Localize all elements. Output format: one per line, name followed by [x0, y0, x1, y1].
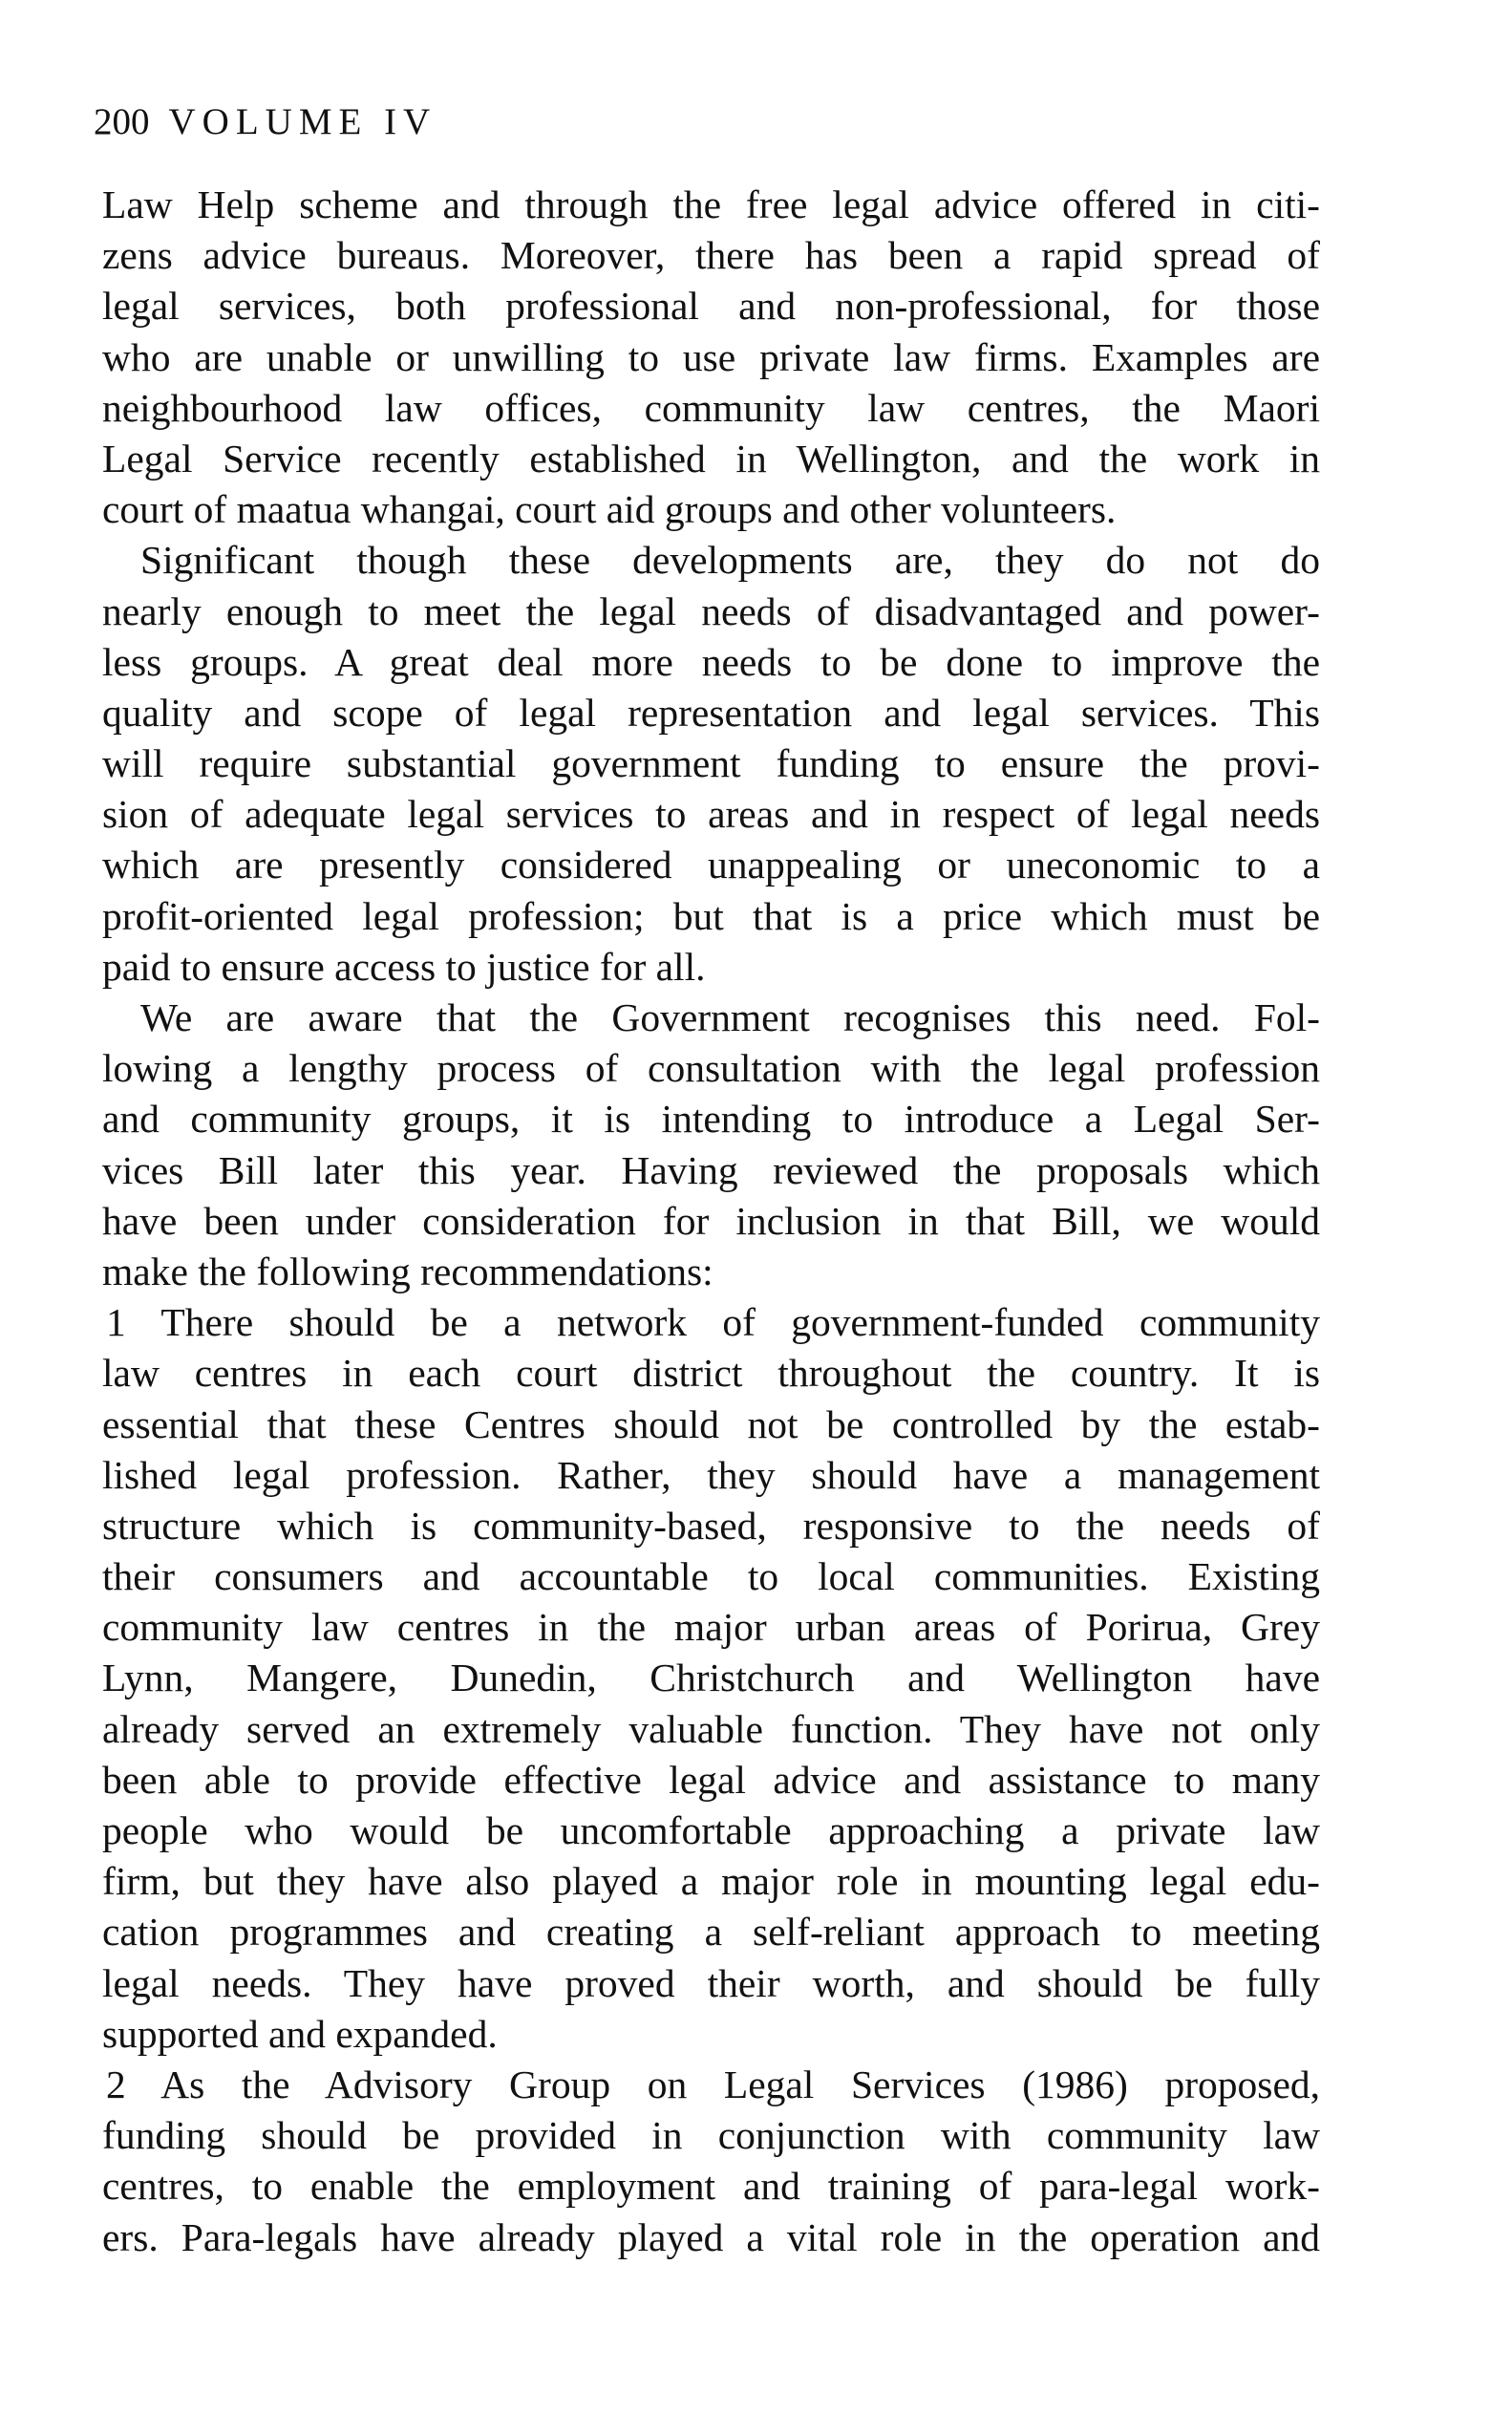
text-line: been able to provide effective legal advice and assistance to many [102, 1757, 1320, 1802]
text-line: Legal Service recently established in Wellington, and the work in [102, 436, 1320, 481]
text-line: Law Help scheme and through the free legal advice offered in citi- [102, 182, 1320, 226]
paragraph-significant [102, 535, 1320, 993]
text-line: paid to ensure access to justice for all. [102, 944, 706, 989]
text-line: Lynn, Mangere, Dunedin, Christchurch and Wellington have [102, 1656, 1320, 1700]
text-line: who are unable or unwilling to use private law firms. Examples are [102, 334, 1320, 379]
page-number: 200 [94, 101, 150, 142]
text-line: funding should be provided in conjunction with community law [102, 2113, 1320, 2158]
text-line: zens advice bureaus. Moreover, there has been a rapid spread of [102, 233, 1320, 278]
text-line: make the following recommendations: [102, 1249, 713, 1293]
text-line: centres, to enable the employment and training of para-legal work- [102, 2164, 1320, 2209]
text-line: supported and expanded. [102, 2011, 498, 2056]
recommendation-2 [102, 2060, 1320, 2263]
text-line: cation programmes and creating a self-reliant approach to meeting [102, 1910, 1320, 1955]
text-line: We are aware that the Government recognises this need. Fol- [140, 995, 1320, 1039]
text-line: vices Bill later this year. Having reviewed the proposals which [102, 1147, 1320, 1192]
text-line: people who would be uncomfortable approaching a private law [102, 1808, 1320, 1852]
text-line: and community groups, it is intending to introduce a Legal Ser- [102, 1097, 1320, 1142]
text-line: law centres in each court district throughout the country. It is [102, 1351, 1320, 1396]
text-line: have been under consideration for inclusion in that Bill, we would [102, 1198, 1320, 1243]
text-line: neighbourhood law offices, community law centres, the Maori [102, 385, 1320, 430]
text-line: firm, but they have also played a major role in mounting legal edu- [102, 1859, 1320, 1904]
text-line: Significant though these developments are, they do not do [140, 538, 1320, 583]
text-line: nearly enough to meet the legal needs of disadvantaged and power- [102, 588, 1320, 633]
text-line: their consumers and accountable to local communities. Existing [102, 1554, 1320, 1599]
text-line: court of maatua whangai, court aid groups and other volunteers. [102, 487, 1117, 532]
text-line: already served an extremely valuable function. They have not only [102, 1706, 1320, 1751]
text-line: structure which is community-based, responsive to the needs of [102, 1503, 1320, 1548]
text-line: community law centres in the major urban areas of Porirua, Grey [102, 1605, 1320, 1650]
body-text [102, 180, 1320, 2263]
recommendation-1 [102, 1297, 1320, 2060]
text-line: lished legal profession. Rather, they should have a management [102, 1452, 1320, 1497]
text-line: less groups. A great deal more needs to be done to improve the [102, 639, 1320, 684]
text-line: quality and scope of legal representation and legal services. This [102, 690, 1320, 735]
running-head [94, 103, 437, 140]
text-line: will require substantial government funding to ensure the provi- [102, 741, 1320, 786]
text-line: sion of adequate legal services to areas and in respect of legal needs [102, 792, 1320, 837]
text-line: lowing a lengthy process of consultation with the legal profession [102, 1046, 1320, 1091]
text-line: legal services, both professional and non-professional, for those [102, 284, 1320, 329]
paragraph-aware [102, 993, 1320, 1297]
text-line: 2 As the Advisory Group on Legal Services (1986) proposed, [106, 2062, 1320, 2106]
text-line: essential that these Centres should not be controlled by the estab- [102, 1401, 1320, 1446]
text-line: legal needs. They have proved their worth, and should be fully [102, 1960, 1320, 2005]
text-line: which are presently considered unappealing or uneconomic to a [102, 843, 1320, 887]
text-line: profit-oriented legal profession; but that is a price which must be [102, 893, 1320, 938]
text-line: ers. Para-legals have already played a vital role in the operation and [102, 2214, 1320, 2259]
text-line: 1 There should be a network of government-funded community [106, 1300, 1320, 1345]
volume-label: VOLUME IV [168, 101, 437, 142]
paragraph-intro [102, 180, 1320, 535]
